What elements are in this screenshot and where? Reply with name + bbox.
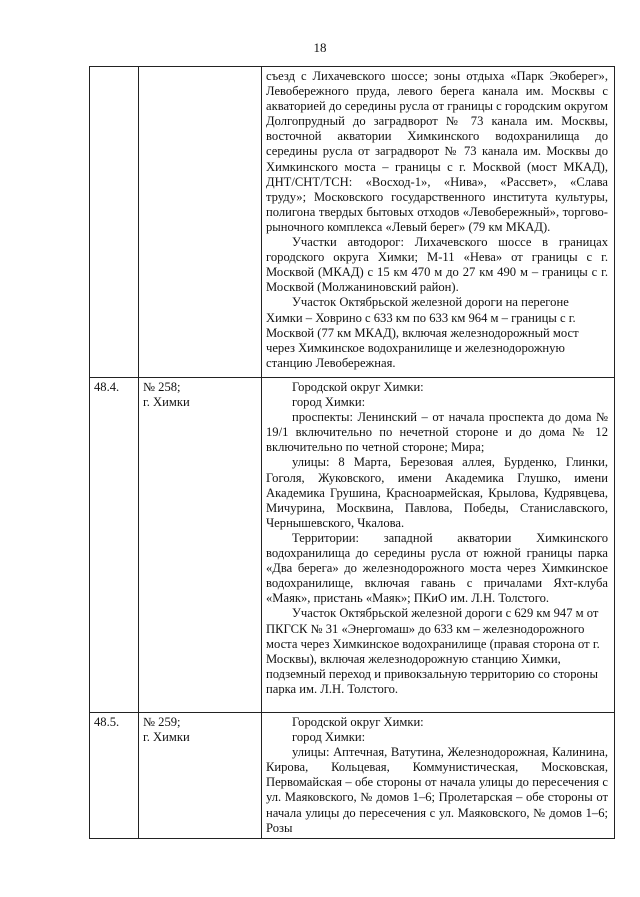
table-row	[90, 713, 615, 839]
districts-table	[89, 66, 615, 839]
description-paragraph: Участок Октябрьской железной дороги с 629 км 947 м от ПКГСК № 31 «Энергомаш» до 633 км – железнодорожного моста через Химкинское водохранилище (правая сторона от г. Москвы), включая железнодорожную станцию Химки, подземный переход и привокзальную территорию со стороны парка им. Л.Н. Толстого.	[266, 606, 600, 696]
description-paragraph: Территории: западной акватории Химкинского водохранилища до середины русла от южной границы парка «Два берега» до железнодорожного моста через Химкинское водохранилище, включая гавань с причалами Яхт-клуба «Маяк», пристань «Маяк»; ПКиО им. Л.Н. Толстого.	[266, 530, 608, 606]
table-row	[90, 67, 615, 378]
row-number-cell	[90, 67, 139, 378]
district-city: г. Химки	[143, 395, 190, 410]
description-cell	[262, 378, 615, 713]
district-number: № 258;	[143, 380, 181, 394]
description-paragraph: проспекты: Ленинский – от начала проспекта до дома № 19/1 включительно по нечетной стороне и до дома № 12 включительно по четной стороне; Мира;	[266, 410, 608, 455]
district-cell	[139, 378, 262, 713]
description-cell	[262, 67, 615, 378]
description-paragraph: город Химки:	[292, 395, 366, 410]
page-number: 18	[313, 40, 327, 55]
description-cell	[262, 713, 615, 839]
district-city: г. Химки	[143, 730, 190, 745]
district-number: № 259;	[143, 715, 181, 729]
description-paragraph: съезд с Лихачевского шоссе; зоны отдыха «Парк Экоберег», Левобережного пруда, левого берега канала им. Москвы с акваторией до середины русла от границы с городским округом Долгопрудный до заградворот № 73 канала им. Москвы, восточной акватории Химкинского водохранилища до середины русла от заградворот № 73 канала им. Москвы до Химкинского моста – границы с г. Москвой (мост МКАД), ДНТ/СНТ/ТСН: «Восход-1», «Нива», «Рассвет», «Слава труду»; Московского государственного института культуры, полигона твердых бытовых отходов «Левобережный», торгово-рыночного комплекса «Левый берег» (79 км МКАД).	[266, 69, 608, 234]
district-cell	[139, 713, 262, 839]
description-paragraph: Городской округ Химки:	[292, 380, 424, 394]
district-cell	[139, 67, 262, 378]
description-paragraph: город Химки:	[292, 730, 366, 745]
description-paragraph: улицы: Аптечная, Ватутина, Железнодорожная, Калинина, Кирова, Кольцевая, Коммунистическая, Московская, Первомайская – обе стороны от начала улицы до пересечения с ул. Маяковского, № домов 1–6; Пролетарская – обе стороны от начала улицы до пересечения с ул. Маяковского, № домов 1–6; Розы	[266, 745, 608, 835]
description-paragraph: Участок Октябрьской железной дороги на перегоне Химки – Ховрино с 633 км по 633 км 964 м – границы с г. Москвой (77 км МКАД), включая железнодорожный мост через Химкинское водохранилище и железнодорожную станцию Левобережная.	[266, 295, 579, 370]
description-paragraph: Участки автодорог: Лихачевского шоссе в границах городского округа Химки; М-11 «Нева» от границы с г. Москвой (МКАД) с 15 км 470 м до 27 км 490 м – границы с г. Москвой (Молжаниновский район).	[266, 235, 608, 295]
description-paragraph: улицы: 8 Марта, Березовая аллея, Бурденко, Глинки, Гоголя, Жуковского, имени Академика Глушко, имени Академика Грушина, Красноармейская, Крылова, Кудрявцева, Мичурина, Москвина, Павлова, Победы, Станиславского, Чернышевского, Чкалова.	[266, 455, 608, 530]
row-number-cell: 48.4.	[90, 378, 139, 713]
table-row	[90, 378, 615, 713]
description-paragraph: Городской округ Химки:	[292, 715, 424, 729]
row-number-cell: 48.5.	[90, 713, 139, 839]
